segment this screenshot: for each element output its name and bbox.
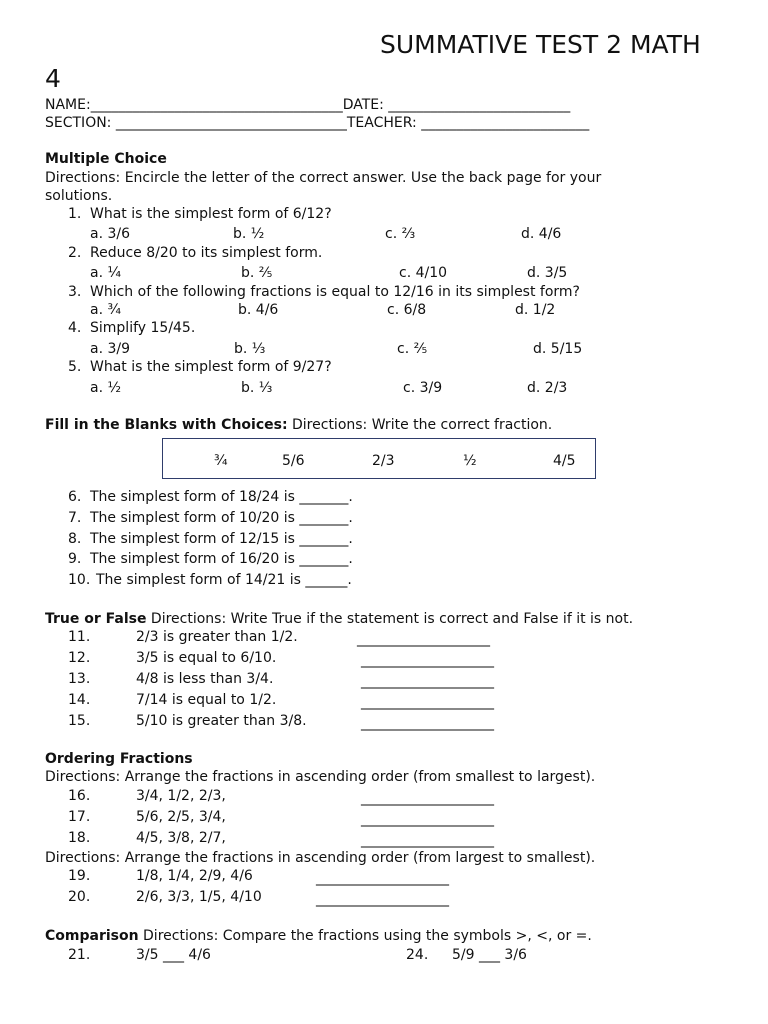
fill-directions: Directions: Write the correct fraction. (287, 417, 553, 433)
fill-q8-number: 8. (68, 531, 82, 547)
order-q18-blank: ___________________ (361, 832, 494, 848)
order-q20-blank: ___________________ (316, 891, 449, 907)
fill-q7-number: 7. (68, 510, 82, 526)
mc-q1-option-c: c. ⅔ (385, 226, 416, 242)
tf-q14-number: 14. (68, 692, 91, 708)
mc-q5-text: What is the simplest form of 9/27? (90, 359, 332, 375)
order-q17-blank: ___________________ (361, 811, 494, 827)
date-blank: __________________________ (383, 97, 571, 113)
fill-heading-line (45, 416, 552, 434)
compare-q24-text: 5/9 ___ 3/6 (452, 947, 527, 963)
tf-heading: True or False (45, 611, 147, 627)
teacher-label: TEACHER: (346, 115, 417, 131)
mc-q1-text: What is the simplest form of 6/12? (90, 206, 332, 222)
tf-q13-text: 4/8 is less than 3/4. (136, 671, 274, 687)
mc-q5-option-d: d. 2/3 (527, 380, 568, 396)
tf-q14-blank: ___________________ (361, 694, 494, 710)
date-label: DATE: (342, 97, 384, 113)
mc-q5-option-c: c. 3/9 (403, 380, 443, 396)
fill-q8-text: The simplest form of 12/15 is _______. (90, 531, 353, 547)
compare-q21-number: 21. (68, 947, 91, 963)
compare-q21-text: 3/5 ___ 4/6 (136, 947, 211, 963)
mc-q2-number: 2. (68, 245, 82, 261)
tf-q15-text: 5/10 is greater than 3/8. (136, 713, 307, 729)
mc-q2-option-c: c. 4/10 (399, 265, 448, 281)
tf-q11-blank: ___________________ (357, 631, 490, 647)
mc-directions-line1: Directions: Encircle the letter of the correct answer. Use the back page for your (45, 170, 602, 186)
choice-4: ½ (463, 453, 477, 469)
ordering-heading: Ordering Fractions (45, 751, 193, 767)
mc-q2-option-b: b. ⅖ (241, 265, 273, 281)
mc-q4-text: Simplify 15/45. (90, 320, 196, 336)
order-q17-number: 17. (68, 809, 91, 825)
mc-q4-number: 4. (68, 320, 82, 336)
choice-3: 2/3 (372, 453, 395, 469)
mc-q1-option-d: d. 4/6 (521, 226, 562, 242)
order-q19-number: 19. (68, 868, 91, 884)
order-q16-blank: ___________________ (361, 790, 494, 806)
mc-q3-option-b: b. 4/6 (238, 302, 279, 318)
fill-q9-text: The simplest form of 16/20 is _______. (90, 551, 353, 567)
fill-q6-text: The simplest form of 18/24 is _______. (90, 489, 353, 505)
mc-q4-option-b: b. ⅓ (234, 341, 266, 357)
mc-q1-number: 1. (68, 206, 82, 222)
mc-q3-text: Which of the following fractions is equal to 12/16 in its simplest form? (90, 284, 580, 300)
order-q20-text: 2/6, 3/3, 1/5, 4/10 (136, 889, 262, 905)
page-title: SUMMATIVE TEST 2 MATH (380, 30, 701, 59)
page-title-continuation: 4 (45, 64, 61, 93)
mc-q3-option-d: d. 1/2 (515, 302, 556, 318)
mc-q5-option-a: a. ½ (90, 380, 122, 396)
tf-q13-number: 13. (68, 671, 91, 687)
order-q18-text: 4/5, 3/8, 2/7, (136, 830, 226, 846)
name-line (45, 96, 570, 114)
mc-q5-number: 5. (68, 359, 82, 375)
ordering-directions-2: Directions: Arrange the fractions in ascending order (from largest to smallest). (45, 850, 596, 866)
mc-q1-option-a: a. 3/6 (90, 226, 131, 242)
mc-q2-option-a: a. ¼ (90, 265, 122, 281)
tf-q12-text: 3/5 is equal to 6/10. (136, 650, 277, 666)
tf-directions: Directions: Write True if the statement is correct and False if it is not. (146, 611, 634, 627)
tf-heading-line (45, 610, 633, 628)
tf-q12-number: 12. (68, 650, 91, 666)
fill-heading: Fill in the Blanks with Choices: (45, 417, 288, 433)
tf-q11-number: 11. (68, 629, 91, 645)
order-q20-number: 20. (68, 889, 91, 905)
order-q16-number: 16. (68, 788, 91, 804)
name-label: NAME: (45, 97, 91, 113)
tf-q15-number: 15. (68, 713, 91, 729)
mc-q3-number: 3. (68, 284, 82, 300)
mc-q4-option-d: d. 5/15 (533, 341, 583, 357)
mc-directions-line2: solutions. (45, 188, 113, 204)
name-blank: ____________________________________ (90, 97, 343, 113)
mc-q5-option-b: b. ⅓ (241, 380, 273, 396)
fill-q10-text: The simplest form of 14/21 is ______. (96, 572, 352, 588)
fill-q6-number: 6. (68, 489, 82, 505)
comparison-directions: Directions: Compare the fractions using the symbols >, <, or =. (138, 928, 592, 944)
mc-q3-option-a: a. ¾ (90, 302, 122, 318)
mc-q4-option-c: c. ⅖ (397, 341, 428, 357)
section-blank: _________________________________ (111, 115, 347, 131)
mc-q4-option-a: a. 3/9 (90, 341, 131, 357)
fill-q9-number: 9. (68, 551, 82, 567)
order-q19-text: 1/8, 1/4, 2/9, 4/6 (136, 868, 253, 884)
tf-q14-text: 7/14 is equal to 1/2. (136, 692, 277, 708)
choice-2: 5/6 (282, 453, 305, 469)
section-line (45, 114, 589, 132)
comparison-heading-line (45, 927, 592, 945)
mc-q2-option-d: d. 3/5 (527, 265, 568, 281)
fill-q7-text: The simplest form of 10/20 is _______. (90, 510, 353, 526)
choice-5: 4/5 (553, 453, 576, 469)
tf-q12-blank: ___________________ (361, 652, 494, 668)
mc-q3-option-c: c. 6/8 (387, 302, 427, 318)
order-q16-text: 3/4, 1/2, 2/3, (136, 788, 226, 804)
teacher-blank: ________________________ (416, 115, 590, 131)
mc-q2-text: Reduce 8/20 to its simplest form. (90, 245, 323, 261)
tf-q15-blank: ___________________ (361, 715, 494, 731)
section-label: SECTION: (45, 115, 112, 131)
tf-q11-text: 2/3 is greater than 1/2. (136, 629, 298, 645)
order-q19-blank: ___________________ (316, 870, 449, 886)
order-q17-text: 5/6, 2/5, 3/4, (136, 809, 226, 825)
compare-q24-number: 24. (406, 947, 429, 963)
fill-q10-number: 10. (68, 572, 91, 588)
order-q18-number: 18. (68, 830, 91, 846)
comparison-heading: Comparison (45, 928, 139, 944)
mc-q1-option-b: b. ½ (233, 226, 265, 242)
tf-q13-blank: ___________________ (361, 673, 494, 689)
ordering-directions-1: Directions: Arrange the fractions in ascending order (from smallest to largest). (45, 769, 596, 785)
choice-1: ¾ (214, 453, 228, 469)
mc-heading: Multiple Choice (45, 151, 167, 167)
